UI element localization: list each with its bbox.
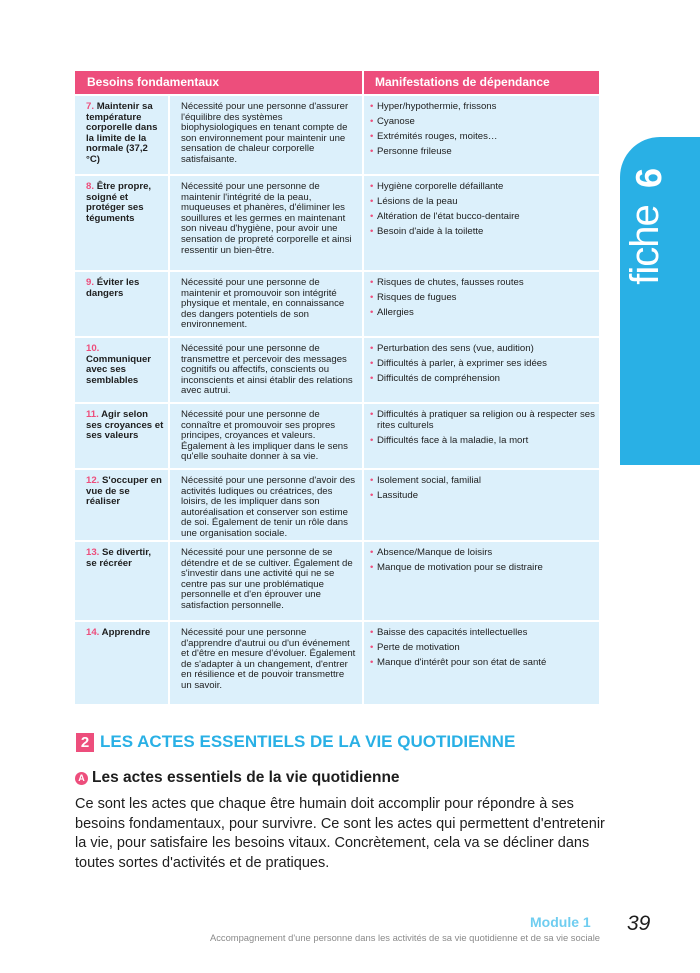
header-dependency: Manifestations de dépendance [375,75,550,89]
need-label: Communiquer avec ses semblables [86,353,152,386]
list-item: • Personne frileuse [370,146,595,157]
dependency-signs [364,96,599,174]
need-number: 8. [86,181,95,192]
header-needs: Besoins fondamentaux [75,71,364,94]
need-label: Éviter les dangers [86,277,140,299]
need-name [75,622,170,704]
list-item: • Difficultés face à la maladie, la mort [370,435,595,446]
need-number: 13. [86,547,100,558]
table-row [75,174,599,270]
list-item: • Cyanose [370,116,595,127]
list-item: • Perte de motivation [370,642,595,653]
need-number: 11. [86,409,99,420]
need-number: 7. [86,101,95,112]
need-name [75,470,170,540]
list-item: • Hygiène corporelle défaillante [370,181,595,192]
table-row [75,336,599,402]
need-label: S'occuper en vue de se réaliser [86,475,162,508]
list-item: • Baisse des capacités intellectuelles [370,627,595,638]
need-description: Nécessité pour une personne d'assurer l'équilibre des systèmes biophysiologiques en tenant compte de son environnement pour maintenir une sensation de chaleur corporelle satisfaisante. [170,96,364,174]
table-row [75,468,599,540]
list-item: • Risques de chutes, fausses routes [370,277,595,288]
list-item: • Lassitude [370,490,595,501]
body-paragraph: Ce sont les actes que chaque être humain doit accomplir pour répondre à ses besoins fondamentaux, pour survivre. Ce sont les actes qui permettent d'entretenir la vie, pour satisfaire les besoins vitaux. Concrètement, cela va se décliner dans toutes sortes d'activités et de pratiques. [75,796,605,871]
need-label: Apprendre [101,627,151,638]
need-description: Nécessité pour une personne de maintenir et promouvoir son intégrité physique et mentale, en connaissance des dangers potentiels de son environnement. [170,272,364,336]
dependency-signs [364,338,599,402]
dependency-signs [364,176,599,270]
list-item: • Allergies [370,307,595,318]
section-heading [76,732,515,752]
dependency-signs [364,622,599,704]
need-number: 14. [86,627,100,638]
need-number: 10. [86,343,100,354]
list-item: • Manque d'intérêt pour son état de santé [370,657,595,668]
dependency-signs [364,272,599,336]
need-number: 12. [86,475,100,486]
need-label: Se divertir, se récréer [86,547,152,569]
page-number: 39 [627,912,651,935]
need-name [75,176,170,270]
need-description: Nécessité pour une personne d'avoir des activités ludiques ou créatrices, des loisirs, de les impliquer dans son autoréalisation et conserver son estime de soi. Également de tenir un rôle dans une organisation sociale. [170,470,364,540]
table-row [75,540,599,620]
list-item: • Perturbation des sens (vue, audition) [370,343,595,354]
table-row [75,402,599,468]
need-description: Nécessité pour une personne d'apprendre d'autrui ou d'un événement et d'être en mesure d'évoluer. Également de s'adapter à un changement, d'entrer en résilience et de pouvoir transmettre un savoir. [170,622,364,704]
need-description: Nécessité pour une personne de transmettre et percevoir des messages cognitifs ou affectifs, conscients ou inconscients et ainsi établir des relations avec autrui. [170,338,364,402]
need-name [75,542,170,620]
list-item: • Isolement social, familial [370,475,595,486]
need-number: 9. [86,277,95,288]
list-item: • Hyper/hypothermie, frissons [370,101,595,112]
list-item: • Extrémités rouges, moites… [370,131,595,142]
dependency-signs [364,470,599,540]
need-label: Maintenir sa température corporelle dans la limite de la normale (37,2 °C) [86,101,158,165]
table-row [75,620,599,704]
dependency-signs [364,404,599,468]
table-header [75,71,599,94]
table-row [75,270,599,336]
need-name [75,404,170,468]
list-item: • Besoin d'aide à la toilette [370,226,595,237]
dependency-signs [364,542,599,620]
fiche-number: 9 [628,167,669,189]
list-item: • Difficultés de compréhension [370,373,595,384]
need-name [75,96,170,174]
need-name [75,338,170,402]
footer-subtitle: Accompagnement d'une personne dans les activités de sa vie quotidienne et de sa vie sociale [209,932,600,943]
need-name [75,272,170,336]
list-item: • Risques de fugues [370,292,595,303]
section-title: LES ACTES ESSENTIELS DE LA VIE QUOTIDIENNE [100,732,516,751]
need-description: Nécessité pour une personne de se détendre et de se cultiver. Également de s'investir dans une activité qui ne se centre pas sur une problématique personnelle et d'en éprouver une satisfaction personnelle. [170,542,364,620]
need-description: Nécessité pour une personne de maintenir l'intégrité de la peau, muqueuses et phanères, d'éliminer les souillures et les germes en maintenant son niveau d'hygiène, pour avoir une sensation de propreté corporelle et ainsi ressentir un bien-être. [170,176,364,270]
list-item: • Difficultés à parler, à exprimer ses idées [370,358,595,369]
need-label: Être propre, soigné et protéger ses téguments [86,181,152,224]
need-label: Agir selon ses croyances et ses valeurs [86,409,164,442]
list-item: • Difficultés à pratiquer sa religion ou à respecter ses rites culturels [370,409,595,431]
list-item: • Altération de l'état bucco-dentaire [370,211,595,222]
subsection-badge: A [75,772,88,785]
footer-module: Module 1 [530,914,591,930]
list-item: • Manque de motivation pour se distraire [370,562,595,573]
subsection-title: Les actes essentiels de la vie quotidienne [92,769,400,786]
need-description: Nécessité pour une personne de connaître et promouvoir ses propres principes, croyances et valeurs. Également à les impliquer dans le sens qu'elle souhaite donner à sa vie. [170,404,364,468]
list-item: • Lésions de la peau [370,196,595,207]
section-number: 2 [76,733,94,752]
list-item: • Absence/Manque de loisirs [370,547,595,558]
subsection-heading [75,769,400,787]
needs-table [75,71,599,704]
fiche-label: fiche [623,205,667,285]
table-row [75,94,599,174]
